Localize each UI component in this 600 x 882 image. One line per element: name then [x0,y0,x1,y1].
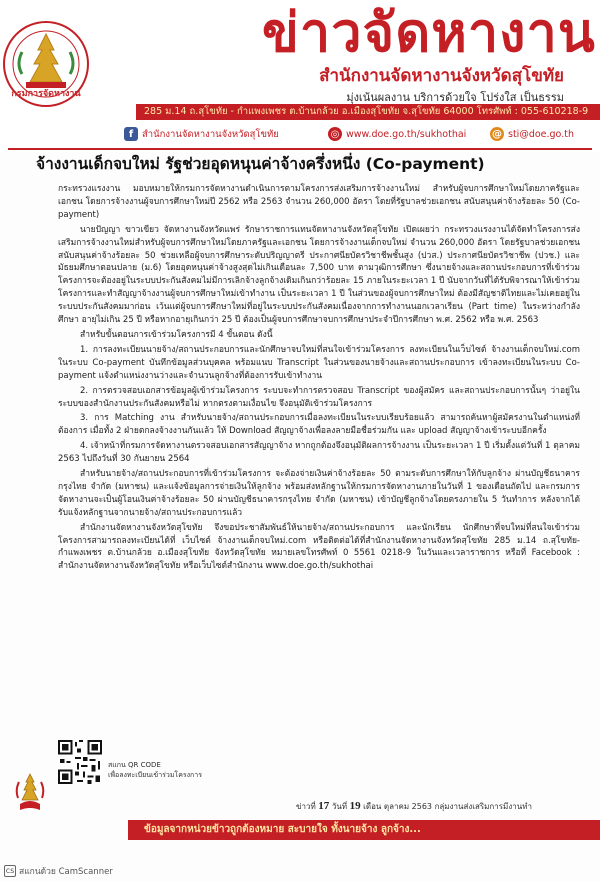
step-item: 2. การตรวจสอบเอกสารข้อมูลผู้เข้าร่วมโครงการ ระบบจะทำการตรวจสอบ Transcript ของผู้สมัคร และสถานประกอบการนั้นๆ ว่าอยู่ในระบบของสำนักงานประกันสังคมหรือไม่ หากตรงตามเงื่อนไข จึงอนุมัติเข้าร่วมโครงการ [58,385,580,409]
camscanner-icon: cs [5,866,15,875]
header-divider [8,148,592,150]
website-label: www.doe.go.th/sukhothai [346,128,467,140]
qr-code[interactable] [58,740,102,784]
paragraph: นายปัญญา ขาวเขียว จัดหางานจังหวัดแพร่ รักษาราชการแทนจัดหางานจังหวัดสุโขทัย เปิดเผยว่า กระทรวงแรงงานได้จัดทำโครงการส่งเสริมการจ้างงานใหม่สำหรับผู้จบการศึกษาใหม่โดยภาครัฐและเอกชน โดยการจ้างงานเด็กจบใหม่ จำนวน 260,000 อัตรา โดยรัฐบาลช่วยเอกชน สนับสนุนค่าจ้างร้อยละ 50 ช่วยเหลือผู้จบการศึกษาระดับปริญญาตรี ประกาศนียบัตรวิชาชีพชั้นสูง (ปวส.) ประกาศนียบัตรวิชาชีพ (ปวช.) และมัธยมศึกษาตอนปลาย (ม.6) โดยอุดหนุนค่าจ้างสูงสุดไม่เกินเดือนละ 7,500 บาท ตามวุฒิการศึกษา ซึ่งนายจ้างและสถานประกอบการที่เข้าร่วมโครงการจะต้องอยู่ในระบบประกันสังคมไม่มีการเลิกจ้างลูกจ้างเดิมเกินกว่าร้อยละ 15 ภายในระยะเวลา 1 ปี นับจากวันที่ได้รับพิจารณาให้เข้าร่วมโครงการและทำสัญญาจ้างงานผู้จบการศึกษาใหม่เข้าทำงาน เป็นระยะเวลา 1 ปี ในส่วนของผู้จบการศึกษาใหม่ ต้องมีสัญชาติไทยและไม่เคยอยู่ในระบบประกันสังคมมาก่อน เว้นแต่ผู้จบการศึกษาใหม่ที่อยู่ในระบบประกันสังคมเนื่องจากการทำงานนอกเวลาเรียน (Part time) ในระหว่างกำลังศึกษา อายุไม่เกิน 25 ปี หรือหากอายุเกินกว่า 25 ปี ต้องเป็นผู้จบการศึกษาจบการศึกษาประจำปีการศึกษา พ.ศ. 2562 หรือ พ.ศ. 2563 [58,224,580,326]
contact-bar [110,124,600,144]
paragraph: สำหรับขั้นตอนการเข้าร่วมโครงการมี 4 ขั้นตอน ดังนี้ [80,329,273,340]
globe-icon: ◎ [328,127,342,141]
dateline-rest: เดือน ตุลาคม 2563 กลุ่มงานส่งเสริมการมีงานทำ [363,802,532,811]
facebook-label: สำนักงานจัดหางานจังหวัดสุโขทัย [142,128,279,140]
step-item: 3. การ Matching งาน สำหรับนายจ้าง/สถานประกอบการเมื่อลงทะเบียนในระบบเรียบร้อยแล้ว สามารถค้นหาผู้สมัครงานในตำแหน่งที่ต้องการ เมื่อทั้ง 2 ฝ่ายตกลงจ้างงานกันแล้ว ให้ Download สัญญาจ้างเพื่อลงลายมือชื่อร่วมกัน และ upload สัญญาจ้างเข้าระบบอีกครั้ง [58,413,580,437]
news-title: จ้างงานเด็กจบใหม่ รัฐช่วยอุดหนุนค่าจ้างครึ่งหนึ่ง (Co-payment) [36,155,485,173]
scanner-watermark [4,864,113,878]
qr-caption-line: เพื่อลงทะเบียนเข้าร่วมโครงการ [108,771,202,779]
news-number: 17 [318,800,330,812]
email-contact[interactable] [490,124,574,144]
news-day: 19 [349,800,361,812]
facebook-contact[interactable] [124,124,279,144]
news-body [58,183,580,575]
dateline [296,800,586,813]
scanner-label: สแกนด้วย CamScanner [19,867,113,877]
dateline-day-label: วันที่ [331,802,348,811]
slogan: มุ่งเน้นผลงาน บริการด้วยใจ โปร่งใส เป็นธรรม [346,91,564,104]
paragraph: สำหรับนายจ้าง/สถานประกอบการที่เข้าร่วมโครงการ จะต้องจ่ายเงินค่าจ้างร้อยละ 50 ตามระดับการศึกษาให้กับลูกจ้าง ผ่านบัญชีธนาคารกรุงไทย จำกัด (มหาชน) และแจ้งข้อมูลการจ่ายเงินให้ลูกจ้าง พร้อมส่งหลักฐานให้กรมการจัดหางานภายในวันที่ 1 ของเดือนถัดไป และกรมการจัดหางานจะเป็นผู้โอนเงินค่าจ้างร้อยละ 50 ผ่านบัญชีธนาคารกรุงไทย จำกัด (มหาชน) เข้าบัญชีลูกจ้างโดยตรงภายใน 5 วันทำการ หลังจากได้รับแจ้งหลักฐานจากนายจ้าง/สถานประกอบการแล้ว [58,469,580,518]
dateline-prefix: ข่าวที่ [296,802,316,811]
masthead-title: ข่าวจัดหางาน [262,3,596,63]
footer-banner: ข้อมูลจากหน่วยข้าวถูกต้องหมาย สะบายใจ ทั้งนายจ้าง ลูกจ้าง... [128,820,600,840]
emblem-icon [14,772,46,814]
step-item: 4. เจ้าหน้าที่กรมการจัดหางานตรวจสอบเอกสารสัญญาจ้าง หากถูกต้องจึงอนุมัติผลการจ้างงาน เป็นระยะเวลา 1 ปี เริ่มตั้งแต่วันที่ 1 ตุลาคม 2563 ไปถึงวันที่ 30 กันยายน 2564 [58,441,580,465]
header [0,0,600,152]
logo-caption: กรมการจัดหางาน [11,89,81,99]
email-label: sti@doe.go.th [508,128,574,140]
at-icon: @ [492,128,502,140]
paragraph: กระทรวงแรงงาน มอบหมายให้กรมการจัดหางานดำเนินการตามโครงการส่งเสริมการจ้างงานใหม่ สำหรับผู้จบการศึกษาใหม่โดยภาครัฐและเอกชน โดยการจ้างงานผู้จบการศึกษาใหม่ปี 2562 หรือ 2563 จำนวน 260,000 อัตรา โดยที่รัฐบาลช่วยเอกชน สนับสนุนค่าจ้างร้อยละ 50 (Co-payment) [58,184,580,220]
facebook-icon: f [124,127,138,141]
address-bar: 285 ม.14 ถ.สุโขทัย - กำแพงเพชร ต.บ้านกล้วย อ.เมืองสุโขทัย จ.สุโขทัย 64000 โทรศัพท์ : 055-610218-9 [136,104,600,120]
step-item: 1. การลงทะเบียนนายจ้าง/สถานประกอบการและนักศึกษาจบใหม่ที่สนใจเข้าร่วมโครงการ ลงทะเบียนในเว็บไซต์ จ้างงานเด็กจบใหม่.com ในระบบ Co-payment บันทึกข้อมูลส่วนบุคคล พร้อมแนบ Transcript ในส่วนของนายจ้างและสถานประกอบการ เข้าลงทะเบียนในระบบ Co-payment แจ้งตำแหน่งงานว่างและจำนวนลูกจ้างที่ต้องการรับเข้าทำงาน [58,344,580,381]
qr-caption-line: สแกน QR CODE [108,761,161,769]
website-contact[interactable] [328,124,466,144]
qr-caption [108,760,202,780]
office-name: สำนักงานจัดหางานจังหวัดสุโขทัย [319,66,564,86]
paragraph: สำนักงานจัดหางานจังหวัดสุโขทัย จึงขอประชาสัมพันธ์ให้นายจ้าง/สถานประกอบการ และนักเรียน นักศึกษาที่จบใหม่ที่สนใจเข้าร่วมโครงการสามารถลงทะเบียนได้ที่ เว็บไซต์ จ้างงานเด็กจบใหม่.com หรือติดต่อได้ที่สำนักงานจัดหางานจังหวัดสุโขทัย 285 ม.14 ถ.สุโขทัย-กำแพงเพชร ต.บ้านกล้วย อ.เมืองสุโขทัย จังหวัดสุโขทัย หมายเลขโทรศัพท์ 0 5561 0218-9 ในวันและเวลาราชการ หรือที่ Facebook : สำนักงานจัดหางานจังหวัดสุโขทัย หรือเว็บไซต์สำนักงาน www.doe.go.th/sukhothai [58,522,580,572]
